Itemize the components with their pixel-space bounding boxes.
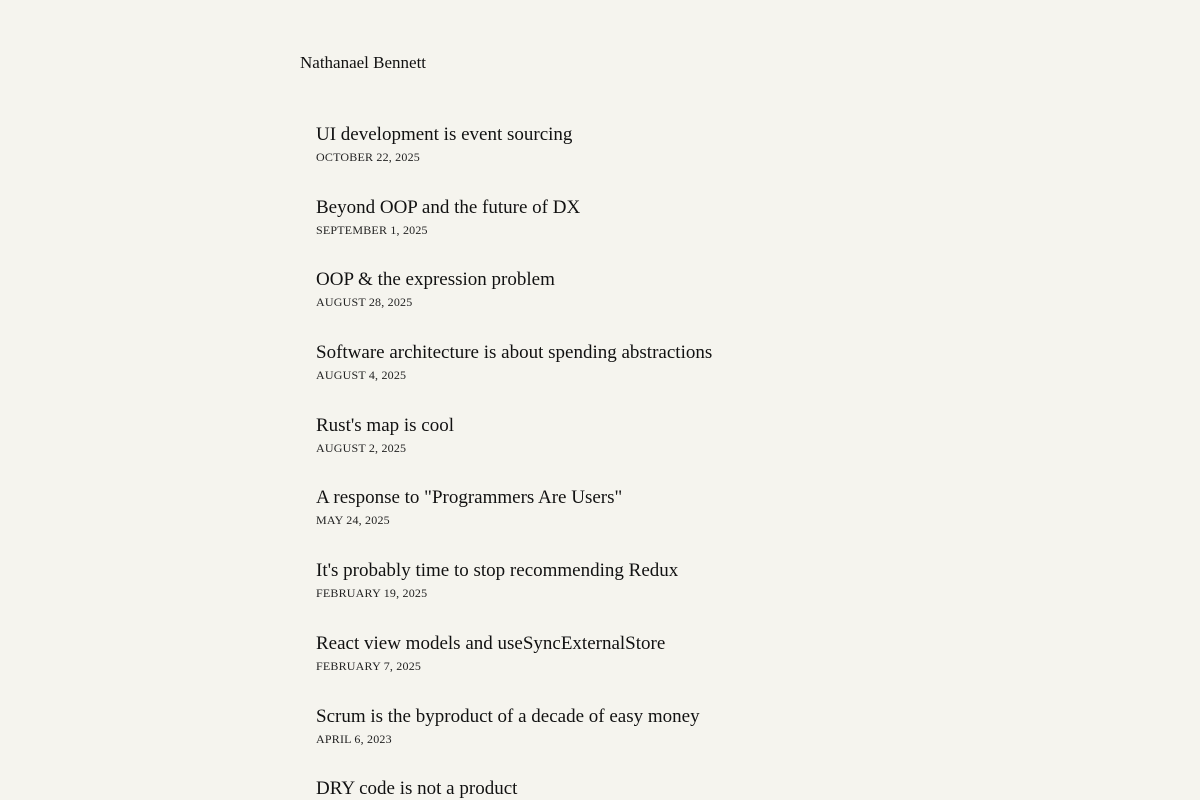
post-item [316,560,712,633]
post-title-link[interactable]: Rust's map is cool [316,414,455,436]
post-title-link[interactable]: DRY code is not a product [316,778,518,800]
post-item [316,415,712,488]
post-item [316,487,712,560]
post-list [316,124,712,800]
post-item [316,342,712,415]
post-date: AUGUST 28, 2025 [316,295,413,310]
post-title-link[interactable]: It's probably time to stop recommending Redux [316,560,679,582]
post-title-link[interactable]: OOP & the expression problem [316,269,555,291]
post-item [316,197,712,270]
post-date: FEBRUARY 19, 2025 [316,586,428,601]
post-title-link[interactable]: Beyond OOP and the future of DX [316,196,581,218]
post-title-link[interactable]: Software architecture is about spending abstractions [316,342,713,364]
post-date: SEPTEMBER 1, 2025 [316,222,428,237]
post-date: MAY 24, 2025 [316,513,390,528]
post-date: APRIL 6, 2023 [316,731,392,746]
post-date: AUGUST 2, 2025 [316,440,407,455]
post-item [316,778,712,800]
post-date: FEBRUARY 7, 2025 [316,658,422,673]
post-item [316,124,712,197]
post-date: OCTOBER 22, 2025 [316,150,420,164]
post-item [316,633,712,706]
post-date: AUGUST 4, 2025 [316,368,407,383]
post-title-link[interactable]: Scrum is the byproduct of a decade of easy money [316,705,700,727]
post-item [316,706,712,779]
post-title-link[interactable]: UI development is event sourcing [316,124,573,145]
post-item [316,269,712,342]
site-title-link[interactable]: Nathanael Bennett [300,53,427,72]
post-title-link[interactable]: React view models and useSyncExternalStore [316,632,666,654]
post-title-link[interactable]: A response to "Programmers Are Users" [316,487,623,509]
